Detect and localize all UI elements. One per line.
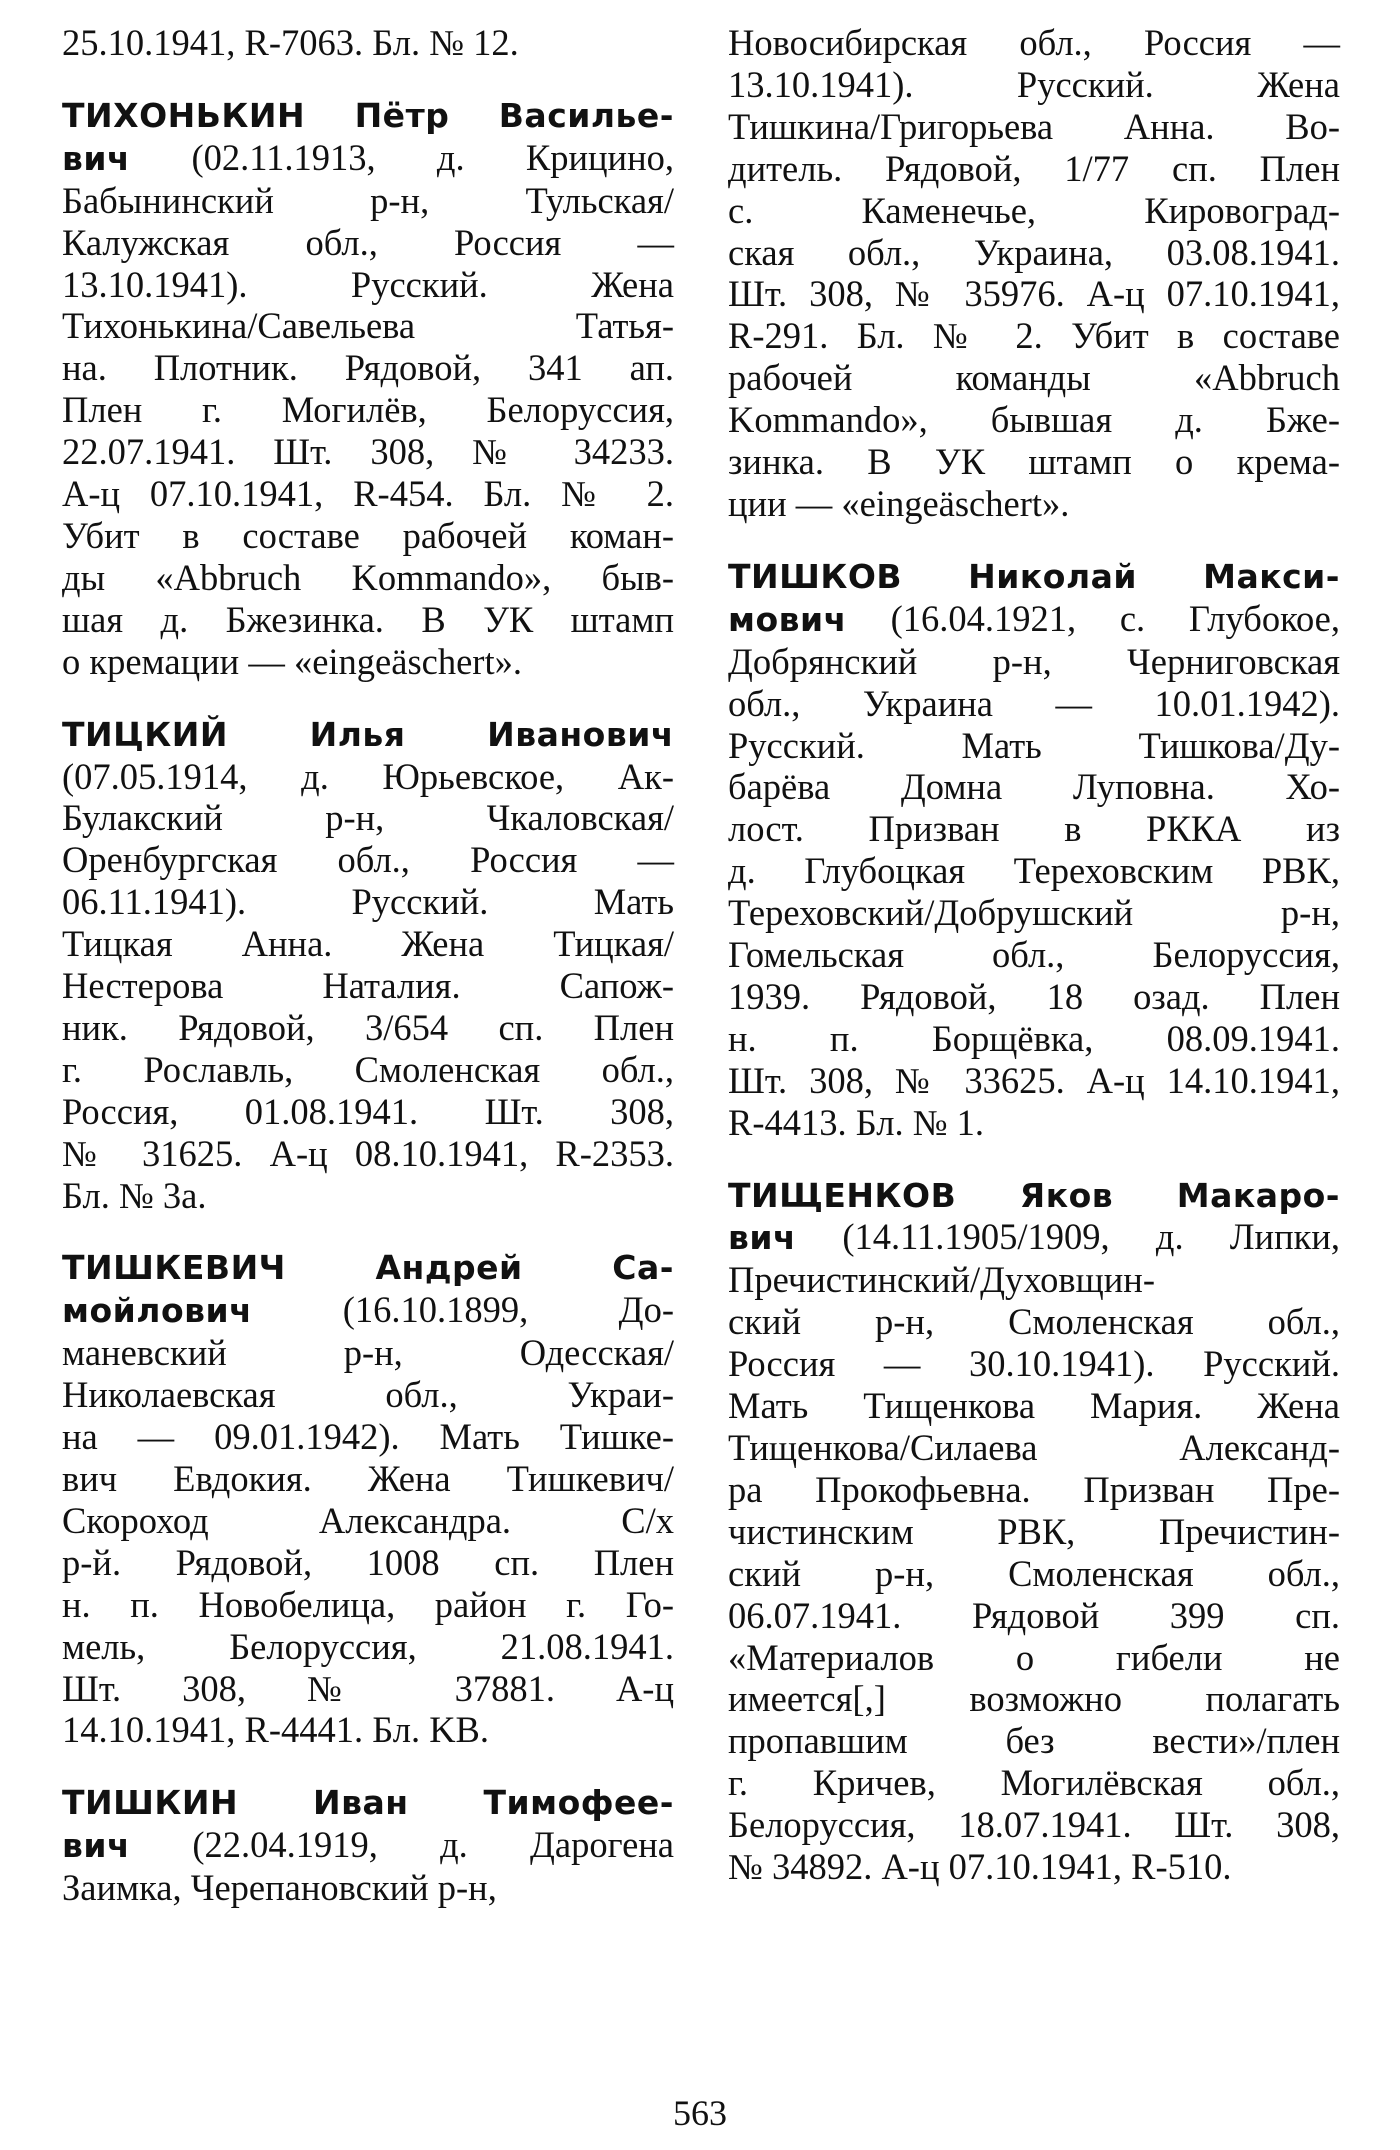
text-line — [62, 1542, 674, 1584]
entry-text: с. Каменечье, Кировоград- — [728, 189, 1340, 231]
text-line — [62, 1458, 674, 1500]
entry-text: № 31625. А-ц 08.10.1941, R-2353. — [62, 1132, 674, 1174]
entry-text: Скороход Александра. С/х — [62, 1499, 674, 1541]
entry-text: ды «Abbruch Kommando», быв- — [62, 556, 674, 598]
entry-text: на. Плотник. Рядовой, 341 ап. — [62, 347, 674, 389]
text-line — [62, 305, 674, 347]
entry-text: Тицкая Анна. Жена Тицкая/ — [62, 923, 674, 965]
entry-text: Оренбургская обл., Россия — — [62, 839, 674, 881]
text-line — [62, 839, 674, 881]
text-line — [62, 515, 674, 557]
entry-text: мель, Белоруссия, 21.08.1941. — [62, 1625, 674, 1667]
text-line — [728, 1469, 1340, 1511]
biography-entry — [728, 555, 1340, 1144]
entry-text: зинка. В УК штамп о крема- — [728, 441, 1340, 483]
biography-entry — [62, 1781, 674, 1909]
biography-entry — [728, 1174, 1340, 1888]
text-line — [62, 473, 674, 515]
text-line — [728, 1102, 1340, 1144]
person-name: вич — [62, 138, 131, 178]
text-line — [728, 641, 1340, 683]
text-line — [62, 965, 674, 1007]
entry-text: 25.10.1941, R-7063. Бл. № 12. — [62, 22, 519, 63]
text-line — [62, 599, 674, 641]
entry-text: Мать Тищенкова Мария. Жена — [728, 1385, 1340, 1427]
text-line — [728, 1720, 1340, 1762]
person-name: мойлович — [62, 1291, 253, 1331]
entry-text: г. Рославль, Смоленская обл., — [62, 1048, 674, 1090]
text-line — [728, 934, 1340, 976]
text-line — [728, 725, 1340, 767]
entry-text: ский р-н, Смоленская обл., — [728, 1552, 1340, 1594]
biography-entry — [728, 22, 1340, 525]
entry-text: пропавшим без вести»/плен — [728, 1720, 1340, 1762]
text-line — [728, 1174, 1340, 1217]
text-line — [62, 1584, 674, 1626]
entry-text: Пречистинский/Духовщин- — [728, 1259, 1155, 1301]
entry-text: 13.10.1941). Русский. Жена — [728, 63, 1340, 105]
text-line — [728, 683, 1340, 725]
text-line — [728, 808, 1340, 850]
entry-text: А-ц 07.10.1941, R-454. Бл. № 2. — [62, 473, 674, 515]
text-line — [62, 1824, 674, 1867]
entry-text: (07.05.1914, д. Юрьевское, Ак- — [62, 755, 674, 797]
entry-text: н. п. Борщёвка, 08.09.1941. — [728, 1017, 1340, 1059]
text-line — [62, 1500, 674, 1542]
text-line — [728, 1385, 1340, 1427]
text-line — [62, 557, 674, 599]
left-column — [62, 22, 674, 1939]
entry-text: Добрянский р-н, Черниговская — [728, 640, 1340, 682]
entry-text: обл., Украина — 10.01.1942). — [728, 682, 1340, 724]
entry-text: R-291. Бл. № 2. Убит в составе — [728, 315, 1340, 357]
entry-text: Заимка, Черепановский р-н, — [62, 1867, 497, 1909]
text-line — [728, 1846, 1340, 1888]
text-line — [728, 22, 1340, 64]
text-line — [62, 389, 674, 431]
person-name: ТИШКОВ Николай Макси- — [728, 556, 1340, 596]
text-line — [728, 1678, 1340, 1720]
text-line — [728, 555, 1340, 598]
biography-entry — [62, 22, 674, 64]
entry-text: Бл. № 3а. — [62, 1174, 207, 1216]
text-line — [62, 1246, 674, 1289]
entry-text: «Материалов о гибели не — [728, 1636, 1340, 1678]
page-number: 563 — [673, 2093, 727, 2133]
text-line — [728, 766, 1340, 808]
person-name: мович — [728, 599, 847, 639]
entry-text: чистинским РВК, Пречистин- — [728, 1510, 1340, 1552]
person-name: ТИЦКИЙ Илья Иванович — [62, 714, 674, 754]
entry-text: Тишкина/Григорьева Анна. Во- — [728, 105, 1340, 147]
entry-text: Шт. 308, № 35976. А-ц 07.10.1941, — [728, 273, 1340, 315]
text-line — [62, 1091, 674, 1133]
text-line — [728, 598, 1340, 641]
text-line — [728, 1427, 1340, 1469]
text-line — [62, 180, 674, 222]
text-line — [728, 1762, 1340, 1804]
entry-text: Kommando», бывшая д. Бже- — [728, 399, 1340, 441]
text-line — [62, 1416, 674, 1458]
entry-text: ции — «eingeäschert». — [728, 482, 1070, 524]
person-name: ТИЩЕНКОВ Яков Макаро- — [728, 1175, 1340, 1215]
entry-text: р-й. Рядовой, 1008 сп. Плен — [62, 1541, 674, 1583]
entry-text: Россия, 01.08.1941. Шт. 308, — [62, 1090, 674, 1132]
person-name: вич — [62, 1826, 131, 1866]
text-line — [728, 1060, 1340, 1102]
entry-text: Русский. Мать Тишкова/Ду- — [728, 724, 1340, 766]
entry-text: барёва Домна Луповна. Хо- — [728, 766, 1340, 808]
entry-text: Бабынинский р-н, Тульская/ — [62, 179, 674, 221]
text-line — [728, 273, 1340, 315]
entry-text: Тереховский/Добрушский р-н, — [728, 892, 1340, 934]
text-line — [62, 797, 674, 839]
entry-text: на — 09.01.1942). Мать Тишке- — [62, 1416, 674, 1458]
entry-text: 22.07.1941. Шт. 308, № 34233. — [62, 431, 674, 473]
entry-text: лост. Призван в РККА из — [728, 808, 1340, 850]
text-line — [728, 106, 1340, 148]
entry-text: Россия — 30.10.1941). Русский. — [728, 1343, 1340, 1385]
entry-text: (14.11.1905/1909, д. Липки, — [796, 1216, 1340, 1258]
entry-text: ский р-н, Смоленская обл., — [728, 1301, 1340, 1343]
text-line — [728, 315, 1340, 357]
entry-text: Шт. 308, № 37881. А-ц — [62, 1667, 674, 1709]
text-line — [62, 1332, 674, 1374]
entry-text: 13.10.1941). Русский. Жена — [62, 263, 674, 305]
text-line — [62, 94, 674, 137]
text-line — [728, 1301, 1340, 1343]
entry-text: 14.10.1941, R-4441. Бл. KB. — [62, 1709, 490, 1751]
text-line — [728, 1018, 1340, 1060]
entry-text: 1939. Рядовой, 18 озад. Плен — [728, 975, 1340, 1017]
text-line — [728, 1804, 1340, 1846]
text-line — [728, 1259, 1340, 1301]
person-name: ТИШКИН Иван Тимофее- — [62, 1783, 674, 1823]
entry-text: ник. Рядовой, 3/654 сп. Плен — [62, 1006, 674, 1048]
entry-text: Николаевская обл., Украи- — [62, 1374, 674, 1416]
text-line — [728, 1511, 1340, 1553]
text-line — [728, 850, 1340, 892]
text-line — [62, 1374, 674, 1416]
biography-entry — [62, 1246, 674, 1751]
text-line — [62, 923, 674, 965]
entry-text: шая д. Бжезинка. В УК штамп — [62, 598, 674, 640]
entry-text: 06.11.1941). Русский. Мать — [62, 881, 674, 923]
text-line — [728, 892, 1340, 934]
entry-text: вич Евдокия. Жена Тишкевич/ — [62, 1458, 674, 1499]
entry-text: Плен г. Могилёв, Белоруссия, — [62, 389, 674, 431]
text-line — [62, 431, 674, 473]
entry-text: Булакский р-н, Чкаловская/ — [62, 797, 674, 839]
text-line — [728, 483, 1340, 525]
text-line — [62, 1289, 674, 1332]
text-line — [62, 22, 674, 64]
entry-text: дитель. Рядовой, 1/77 сп. Плен — [728, 147, 1340, 189]
text-line — [62, 881, 674, 923]
text-line — [62, 641, 674, 683]
text-line — [62, 137, 674, 180]
entry-text: (16.10.1899, До- — [252, 1289, 674, 1331]
entry-text: д. Глубоцкая Тереховским РВК, — [728, 850, 1340, 892]
text-line — [728, 64, 1340, 106]
text-line — [62, 1709, 674, 1751]
text-line — [728, 1595, 1340, 1637]
text-line — [62, 264, 674, 306]
entry-text: г. Кричев, Могилёвская обл., — [728, 1762, 1340, 1804]
text-line — [62, 1049, 674, 1091]
text-line — [728, 190, 1340, 232]
text-line — [728, 1637, 1340, 1679]
entry-text: 06.07.1941. Рядовой 399 сп. — [728, 1594, 1340, 1636]
entry-text: Белоруссия, 18.07.1941. Шт. 308, — [728, 1804, 1340, 1846]
text-line — [728, 441, 1340, 483]
entry-text: Убит в составе рабочей коман- — [62, 514, 674, 556]
entry-text: Калужская обл., Россия — — [62, 221, 674, 263]
entry-text: Тищенкова/Силаева Александ- — [728, 1427, 1340, 1468]
entry-text: имеется[,] возможно полагать — [728, 1678, 1340, 1720]
text-line — [62, 347, 674, 389]
entry-text: Тихонькина/Савельева Татья- — [62, 305, 674, 347]
entry-text: (16.04.1921, с. Глубокое, — [846, 597, 1340, 639]
text-line — [728, 976, 1340, 1018]
text-line — [728, 1216, 1340, 1259]
text-line — [62, 1133, 674, 1175]
text-line — [728, 357, 1340, 399]
text-line — [728, 1553, 1340, 1595]
text-line — [62, 713, 674, 756]
text-line — [728, 1343, 1340, 1385]
person-name: ТИШКЕВИЧ Андрей Са- — [62, 1248, 674, 1288]
entry-text: Шт. 308, № 33625. А-ц 14.10.1941, — [728, 1059, 1340, 1101]
biography-entry — [62, 94, 674, 683]
entry-text: н. п. Новобелица, район г. Го- — [62, 1583, 674, 1625]
person-name: ТИХОНЬКИН Пётр Василье- — [62, 95, 674, 135]
entry-text: № 34892. А-ц 07.10.1941, R-510. — [728, 1846, 1232, 1888]
text-line — [62, 756, 674, 798]
text-line — [62, 222, 674, 264]
text-line — [62, 1867, 674, 1909]
text-line — [62, 1668, 674, 1710]
entry-text: R-4413. Бл. № 1. — [728, 1101, 985, 1143]
text-line — [62, 1626, 674, 1668]
entry-text: (02.11.1913, д. Крицино, — [130, 136, 674, 178]
entry-text: о кремации — «eingeäschert». — [62, 640, 522, 682]
entry-text: Нестерова Наталия. Сапож- — [62, 965, 674, 1007]
entry-text: ра Прокофьевна. Призван Пре- — [728, 1468, 1340, 1510]
entry-text: Новосибирская обл., Россия — — [728, 22, 1340, 63]
person-name: вич — [728, 1218, 797, 1258]
text-line — [728, 232, 1340, 274]
entry-text: (22.04.1919, д. Дарогена — [130, 1824, 674, 1866]
entry-text: Гомельская обл., Белоруссия, — [728, 934, 1340, 976]
text-line — [62, 1007, 674, 1049]
right-column — [728, 22, 1340, 1918]
text-line — [62, 1781, 674, 1824]
text-line — [728, 148, 1340, 190]
entry-text: рабочей команды «Abbruch — [728, 357, 1340, 399]
entry-text: маневский р-н, Одесская/ — [62, 1332, 674, 1374]
text-line — [62, 1175, 674, 1217]
text-line — [728, 399, 1340, 441]
biography-entry — [62, 713, 674, 1217]
entry-text: ская обл., Украина, 03.08.1941. — [728, 231, 1340, 273]
